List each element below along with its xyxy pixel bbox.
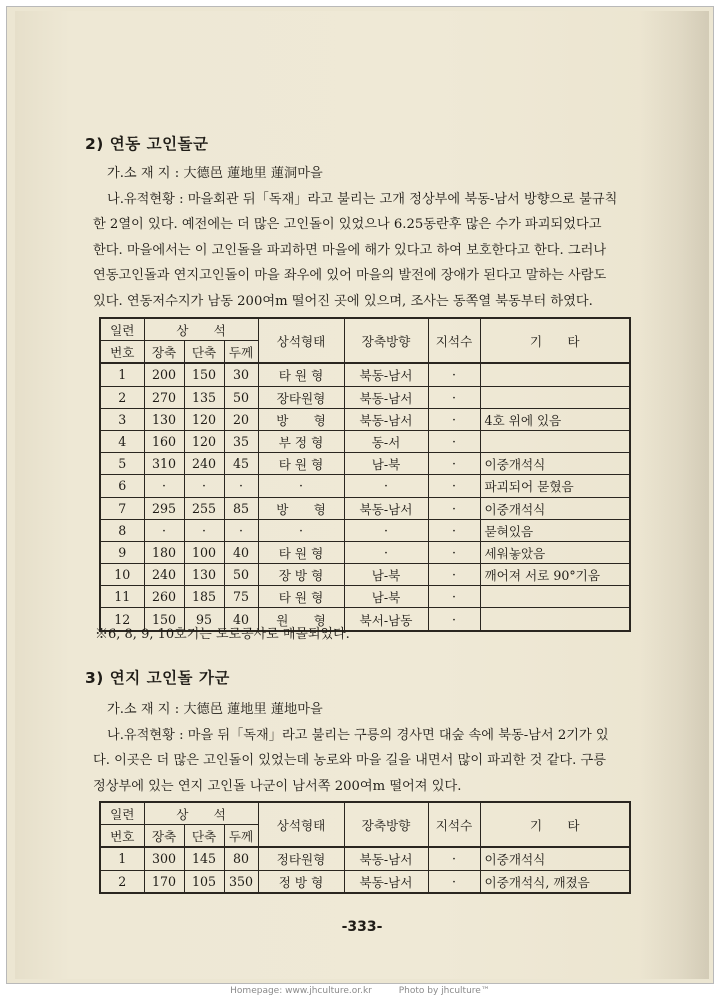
cell-etc [480, 386, 630, 408]
cell-shape: 원 형 [258, 608, 344, 631]
cell-shape: · [258, 519, 344, 541]
cell-support: · [428, 497, 480, 519]
cell-thickness: 50 [224, 564, 258, 586]
cell-length: 150 [144, 608, 184, 631]
cell-width: 240 [184, 453, 224, 475]
cell-no: 2 [100, 870, 144, 893]
cell-shape: 방 형 [258, 408, 344, 430]
cell-etc [480, 430, 630, 452]
cell-direction: 북동-남서 [344, 363, 428, 386]
header-width: 단축 [184, 825, 224, 848]
dolmen-table-section-3 [99, 801, 631, 894]
status-line: 정상부에 있는 연지 고인돌 나군이 남서쪽 200여m 떨어져 있다. [93, 778, 462, 794]
page-frame [6, 6, 714, 984]
header-length: 장축 [144, 341, 184, 364]
cell-no: 5 [100, 453, 144, 475]
cell-direction: · [344, 519, 428, 541]
cell-no: 2 [100, 386, 144, 408]
cell-direction: 북동-남서 [344, 870, 428, 893]
cell-no: 4 [100, 430, 144, 452]
header-upper-stone: 상 석 [144, 802, 258, 825]
cell-shape: 장타원형 [258, 386, 344, 408]
header-serial-bottom: 번호 [100, 341, 144, 364]
cell-etc [480, 363, 630, 386]
status-line: 한 2열이 있다. 예전에는 더 많은 고인돌이 있었으나 6.25동란후 많은 수가 파괴되었다고 [93, 217, 602, 232]
cell-support: · [428, 519, 480, 541]
section-2-heading: 2) 연동 고인돌군 [85, 135, 209, 153]
cell-support: · [428, 430, 480, 452]
cell-shape: 정 방 형 [258, 870, 344, 893]
cell-thickness: 85 [224, 497, 258, 519]
cell-direction: · [344, 475, 428, 497]
book-page [15, 11, 709, 979]
cell-etc [480, 586, 630, 608]
location-label: 가.소 재 지 : [107, 702, 184, 717]
header-thickness: 두께 [224, 341, 258, 364]
cell-etc: 이중개석식, 깨졌음 [480, 870, 630, 893]
header-direction: 장축방향 [344, 802, 428, 847]
cell-etc: 이중개석식 [480, 453, 630, 475]
table-row [100, 408, 630, 430]
cell-shape: 방 형 [258, 497, 344, 519]
table-row [100, 497, 630, 519]
cell-thickness: 75 [224, 586, 258, 608]
header-upper-stone: 상 석 [144, 318, 258, 341]
section-3-heading: 3) 연지 고인돌 가군 [85, 669, 230, 687]
cell-thickness: 80 [224, 847, 258, 870]
cell-support: · [428, 847, 480, 870]
header-serial-top: 일련 [100, 318, 144, 341]
cell-etc: 세워놓았음 [480, 541, 630, 563]
header-thickness: 두께 [224, 825, 258, 848]
cell-shape: 타 원 형 [258, 363, 344, 386]
cell-no: 10 [100, 564, 144, 586]
page-gutter-shadow [639, 11, 709, 979]
status-line: 다. 이곳은 더 많은 고인돌이 있었는데 농로와 마을 길을 내면서 많이 파괴한 것 같다. 구릉 [93, 753, 606, 768]
cell-thickness: 30 [224, 363, 258, 386]
cell-support: · [428, 453, 480, 475]
cell-thickness: 50 [224, 386, 258, 408]
status-line: 나.유적현황 : 마을회관 뒤「독재」라고 불리는 고개 정상부에 북동-남서 방향으로 불규칙 [107, 191, 618, 207]
cell-support: · [428, 586, 480, 608]
cell-direction: 동-서 [344, 430, 428, 452]
status-line: 있다. 연동저수지가 남동 200여m 떨어진 곳에 있으며, 조사는 동쪽열 북동부터 하였다. [93, 293, 593, 309]
cell-no: 7 [100, 497, 144, 519]
header-etc: 기 타 [480, 802, 630, 847]
cell-direction: 남-북 [344, 453, 428, 475]
cell-thickness: · [224, 519, 258, 541]
page-number: -333- [341, 919, 383, 935]
cell-etc: 깨어져 서로 90°기움 [480, 564, 630, 586]
cell-width: 135 [184, 386, 224, 408]
homepage-credit: Homepage: www.jhculture.or.kr [230, 986, 372, 996]
table-row [100, 847, 630, 870]
header-support-stones: 지석수 [428, 318, 480, 363]
cell-etc: 파괴되어 묻혔음 [480, 475, 630, 497]
header-serial-top: 일련 [100, 802, 144, 825]
dolmen-table-section-2 [99, 317, 631, 632]
table-row [100, 519, 630, 541]
cell-direction: 북동-남서 [344, 847, 428, 870]
header-length: 장축 [144, 825, 184, 848]
location-line [93, 161, 658, 187]
cell-no: 1 [100, 847, 144, 870]
cell-no: 1 [100, 363, 144, 386]
section-2-body [93, 161, 658, 314]
status-line: 연동고인돌과 연지고인돌이 마을 좌우에 있어 마을의 발전에 장애가 된다고 말하는 사람도 [93, 268, 607, 283]
header-support-stones: 지석수 [428, 802, 480, 847]
cell-length: 310 [144, 453, 184, 475]
cell-width: · [184, 475, 224, 497]
cell-no: 8 [100, 519, 144, 541]
cell-thickness: · [224, 475, 258, 497]
cell-length: 240 [144, 564, 184, 586]
cell-length: 180 [144, 541, 184, 563]
cell-thickness: 45 [224, 453, 258, 475]
table-note: ※6, 8, 9, 10호기는 도로공사로 매몰되었다. [95, 627, 350, 642]
cell-no: 3 [100, 408, 144, 430]
cell-shape: 장 방 형 [258, 564, 344, 586]
cell-length: 170 [144, 870, 184, 893]
header-width: 단축 [184, 341, 224, 364]
cell-support: · [428, 408, 480, 430]
cell-shape: 부 정 형 [258, 430, 344, 452]
cell-width: 120 [184, 430, 224, 452]
location-label: 가.소 재 지 : [107, 166, 184, 181]
cell-width: 185 [184, 586, 224, 608]
cell-thickness: 40 [224, 541, 258, 563]
cell-support: · [428, 541, 480, 563]
cell-width: 145 [184, 847, 224, 870]
cell-shape: 타 원 형 [258, 586, 344, 608]
cell-length: 160 [144, 430, 184, 452]
cell-width: 255 [184, 497, 224, 519]
header-shape: 상석형태 [258, 802, 344, 847]
cell-etc: 이중개석식 [480, 847, 630, 870]
cell-width: 130 [184, 564, 224, 586]
cell-thickness: 40 [224, 608, 258, 631]
cell-width: 120 [184, 408, 224, 430]
cell-etc: 묻혀있음 [480, 519, 630, 541]
cell-length: 260 [144, 586, 184, 608]
cell-shape: · [258, 475, 344, 497]
cell-length: 295 [144, 497, 184, 519]
table-row [100, 430, 630, 452]
cell-etc: 이중개석식 [480, 497, 630, 519]
cell-support: · [428, 363, 480, 386]
cell-shape: 타 원 형 [258, 541, 344, 563]
cell-direction: 남-북 [344, 564, 428, 586]
cell-thickness: 350 [224, 870, 258, 893]
cell-support: · [428, 386, 480, 408]
cell-no: 12 [100, 608, 144, 631]
cell-direction: 북서-남동 [344, 608, 428, 631]
cell-etc [480, 608, 630, 631]
cell-length: · [144, 519, 184, 541]
location-value: 大德邑 蓮地里 蓮洞마을 [183, 166, 323, 181]
cell-no: 9 [100, 541, 144, 563]
cell-no: 6 [100, 475, 144, 497]
header-shape: 상석형태 [258, 318, 344, 363]
table-row [100, 386, 630, 408]
cell-shape: 타 원 형 [258, 453, 344, 475]
table-row [100, 870, 630, 893]
cell-direction: 북동-남서 [344, 497, 428, 519]
table-row [100, 564, 630, 586]
cell-width: 150 [184, 363, 224, 386]
cell-direction: 북동-남서 [344, 386, 428, 408]
cell-length: · [144, 475, 184, 497]
cell-thickness: 20 [224, 408, 258, 430]
header-serial-bottom: 번호 [100, 825, 144, 848]
cell-length: 270 [144, 386, 184, 408]
cell-width: · [184, 519, 224, 541]
cell-direction: 북동-남서 [344, 408, 428, 430]
cell-support: · [428, 564, 480, 586]
header-etc: 기 타 [480, 318, 630, 363]
cell-width: 105 [184, 870, 224, 893]
cell-etc: 4호 위에 있음 [480, 408, 630, 430]
status-line: 한다. 마을에서는 이 고인돌을 파괴하면 마을에 해가 있다고 하여 보호한다고 한다. 그러나 [93, 242, 607, 258]
table-row [100, 475, 630, 497]
table-row [100, 363, 630, 386]
photo-credit-footer [0, 986, 720, 996]
cell-width: 100 [184, 541, 224, 563]
table-row [100, 541, 630, 563]
header-direction: 장축방향 [344, 318, 428, 363]
cell-length: 200 [144, 363, 184, 386]
cell-length: 300 [144, 847, 184, 870]
cell-direction: 남-북 [344, 586, 428, 608]
cell-support: · [428, 475, 480, 497]
table-row [100, 586, 630, 608]
location-line [93, 697, 658, 723]
cell-shape: 정타원형 [258, 847, 344, 870]
cell-no: 11 [100, 586, 144, 608]
cell-width: 95 [184, 608, 224, 631]
section-3-body [93, 697, 658, 799]
cell-length: 130 [144, 408, 184, 430]
location-value: 大德邑 蓮地里 蓮地마을 [183, 702, 323, 717]
cell-direction: · [344, 541, 428, 563]
status-line: 나.유적현황 : 마을 뒤「독재」라고 불리는 구릉의 경사면 대숲 속에 북동-남서 2기가 있 [107, 727, 609, 743]
cell-thickness: 35 [224, 430, 258, 452]
cell-support: · [428, 608, 480, 631]
photo-credit: Photo by jhculture™ [398, 986, 490, 996]
table-row [100, 453, 630, 475]
cell-support: · [428, 870, 480, 893]
